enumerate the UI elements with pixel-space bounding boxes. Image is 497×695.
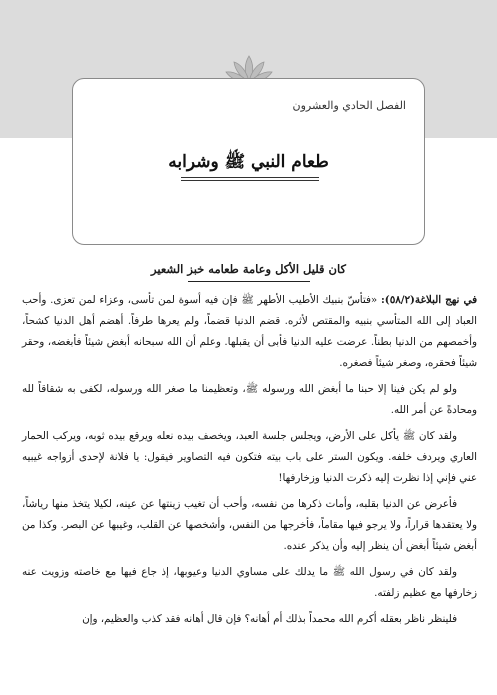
- chapter-title-box: [72, 78, 425, 245]
- section-heading-underline: [188, 281, 310, 282]
- title-underline-1: [181, 177, 319, 178]
- source-citation: في نهج البلاغة(٥٨/٢):: [381, 294, 477, 306]
- chapter-label: الفصل الحادي والعشرون: [292, 99, 406, 112]
- paragraph-text: «فتأسّ بنبيك الأطيب الأطهر ﷺ فإن فيه أسوة لمن تأسى، وعزاء لمن تعزى. وأحب العباد إلى الله المتأسي بنبيه والمقتص لأثره. قضم الدنيا قضماً، ولم يعرها طرفاً. أهضم أهل الدنيا كشحاً، وأخمصهم من الدنيا بطناً. عرضت عليه الدنيا فأبى أن يقبلها. وعلم أن الله سبحانه أبغض شيئاً فأبغضه، وحقر شيئاً فحقره، وصغر شيئاً فصغره.: [22, 294, 477, 369]
- title-underline-2: [181, 180, 319, 181]
- section-heading: كان قليل الأكل وعامة طعامه خبز الشعير: [151, 262, 346, 276]
- chapter-title: طعام النبي ﷺ وشرابه: [168, 152, 329, 172]
- body-text: [22, 290, 477, 635]
- paragraph: فأعرض عن الدنيا بقلبه، وأمات ذكرها من نفسه، وأحب أن تغيب زينتها عن عينه، لكيلا يتخذ منها رياشاً، ولا يعتقدها قراراً، ولا يرجو فيها مقاماً، فأخرجها من النفس، وأشخصها عن القلب، وغيبها عن البصر. وكذا من أبغض شيئاً أبغض أن ينظر إليه وأن يذكر عنده.: [22, 498, 477, 552]
- paragraph: ولو لم يكن فينا إلا حبنا ما أبغض الله ورسوله ﷺ، وتعظيمنا ما صغر الله ورسوله، لكفى به شقاقاً لله ومحادةً عن أمر الله.: [22, 383, 477, 416]
- paragraph: ولقد كان ﷺ يأكل على الأرض، ويجلس جلسة العبد، ويخصف بيده نعله ويرقع بيده ثوبه، ويركب الحمار العاري ويردف خلفه. ويكون الستر على باب بيته فتكون فيه التصاوير فيقول: يا فلانة لإحدى أزواجه غيبيه عني فإني إذا نظرت إليه ذكرت الدنيا وزخارفها!: [22, 430, 477, 484]
- paragraph: فلينظر ناظر بعقله أكرم الله محمداً بذلك أم أهانه؟ فإن قال أهانه فقد كذب والعظيم، وإن: [82, 613, 457, 625]
- paragraph: ولقد كان في رسول الله ﷺ ما يدلك على مساوي الدنيا وعيوبها، إذ جاع فيها مع خاصته وزويت عنه زخارفها مع عظيم زلفته.: [22, 566, 477, 599]
- paragraph: [22, 290, 477, 374]
